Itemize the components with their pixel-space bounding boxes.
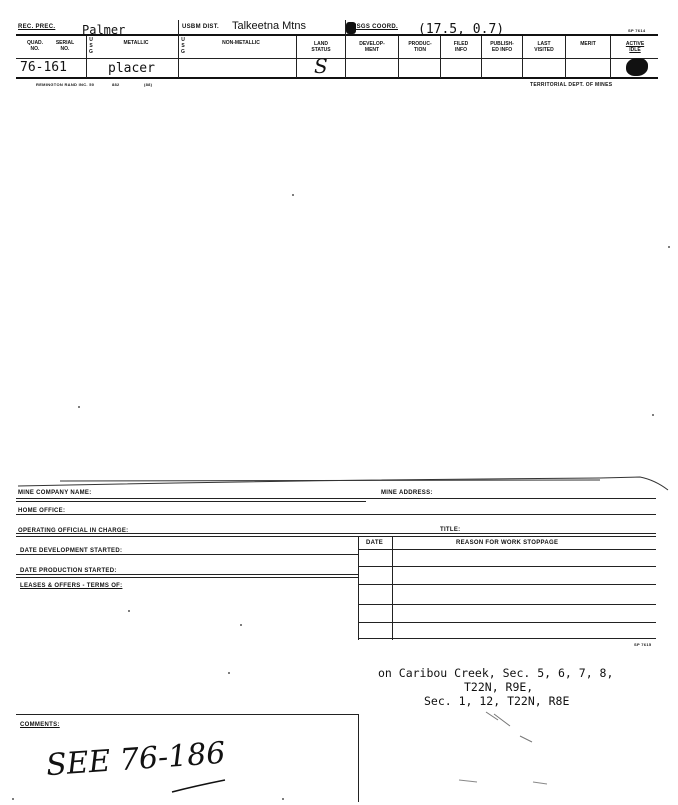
land-status-label: LAND STATUS xyxy=(311,41,331,53)
form-code-bottom: SP 7615 xyxy=(634,642,652,647)
quad-serial-value: 76-161 xyxy=(20,60,67,75)
leases-label: LEASES & OFFERS - TERMS OF: xyxy=(20,583,123,589)
produc-tion-label: PRODUC- TION xyxy=(408,41,432,53)
location-line-1: on Caribou Creek, Sec. 5, 6, 7, 8, xyxy=(378,666,614,680)
speck xyxy=(652,414,654,416)
location-line-2: T22N, R9E, xyxy=(464,680,534,694)
bottom-card xyxy=(0,470,678,805)
top-card-bottom-rule xyxy=(16,77,658,79)
divider xyxy=(398,36,399,78)
speck xyxy=(78,406,80,408)
date-label: DATE xyxy=(366,540,384,546)
rule xyxy=(16,574,358,575)
rule xyxy=(16,554,358,555)
faint-marks-2 xyxy=(455,770,565,790)
divider xyxy=(296,36,297,78)
divider xyxy=(358,714,359,802)
divider xyxy=(86,36,87,78)
non-metallic-label: NON-METALLIC xyxy=(222,40,260,46)
comments-label: COMMENTS: xyxy=(20,722,60,728)
comments-value: SEE 76-186 xyxy=(44,735,227,784)
active-idle-label: ACTIVE IDLE xyxy=(625,41,645,53)
operating-official-label: OPERATING OFFICIAL IN CHARGE: xyxy=(18,528,129,534)
serial-no-label: SERIAL NO. xyxy=(55,40,75,52)
active-idle-ink-blot xyxy=(626,58,648,76)
rec-prec-label: REC. PREC. xyxy=(18,24,56,30)
location-line-3: Sec. 1, 12, T22N, R8E xyxy=(424,694,570,708)
rule xyxy=(358,584,656,585)
rule xyxy=(358,549,656,550)
rule xyxy=(358,566,656,567)
usgs-coord-label: USGS COORD. xyxy=(352,24,398,30)
date-prod-started-label: DATE PRODUCTION STARTED: xyxy=(20,568,117,574)
divider xyxy=(610,36,611,78)
card-top-edge xyxy=(0,470,678,500)
footer-left-code: (88) xyxy=(144,82,153,87)
mine-address-label: MINE ADDRESS: xyxy=(381,490,433,496)
usbm-dist-value: Talkeetna Mtns xyxy=(232,20,306,32)
usgs-coord-value: (17.5, 0.7) xyxy=(418,22,505,37)
title-label: TITLE: xyxy=(440,527,461,533)
develop-ment-label: DEVELOP- MENT xyxy=(359,41,385,53)
quad-no-label: QUAD. NO. xyxy=(26,40,44,52)
metallic-label: METALLIC xyxy=(123,40,149,46)
top-card xyxy=(0,0,678,100)
land-status-value: S xyxy=(314,54,328,78)
divider xyxy=(178,20,179,78)
footer-left: REMINGTON RAND INC. 50 xyxy=(36,82,95,87)
speck xyxy=(668,246,670,248)
rule xyxy=(358,622,656,623)
rule xyxy=(366,498,656,499)
footer-left-num: 882 xyxy=(112,82,120,87)
faint-marks xyxy=(480,706,560,766)
home-office-label: HOME OFFICE: xyxy=(18,508,66,514)
metallic-value: placer xyxy=(108,61,155,76)
date-dev-started-label: DATE DEVELOPMENT STARTED: xyxy=(20,548,123,554)
rule xyxy=(358,604,656,605)
merit-label: MERIT xyxy=(580,41,596,47)
published-info-label: PUBLISH- ED INFO xyxy=(490,41,514,53)
top-card-mid-rule xyxy=(16,58,658,59)
footer-right: TERRITORIAL DEPT. OF MINES xyxy=(530,82,613,88)
usbm-dist-label: USBM DIST. xyxy=(182,24,220,30)
rule xyxy=(16,714,358,715)
reason-label: REASON FOR WORK STOPPAGE xyxy=(456,540,559,546)
rule xyxy=(16,577,358,578)
usgs-letters: U S G xyxy=(89,37,93,55)
mine-company-name-label: MINE COMPANY NAME: xyxy=(18,490,92,496)
rec-prec-value: Palmer xyxy=(82,23,126,37)
rule xyxy=(16,501,366,502)
last-visited-label: LAST VISITED xyxy=(534,41,554,53)
rule xyxy=(16,498,366,499)
rule xyxy=(16,514,656,515)
speck xyxy=(292,194,294,196)
filed-info-label: FILED INFO xyxy=(453,41,469,53)
handwriting-underline xyxy=(170,776,230,796)
divider xyxy=(358,536,359,640)
divider xyxy=(392,536,393,640)
rule xyxy=(358,638,656,639)
usgs-letters-2: U S G xyxy=(181,37,185,55)
rule xyxy=(16,536,656,537)
form-code-top: SP 7614 xyxy=(628,28,646,33)
